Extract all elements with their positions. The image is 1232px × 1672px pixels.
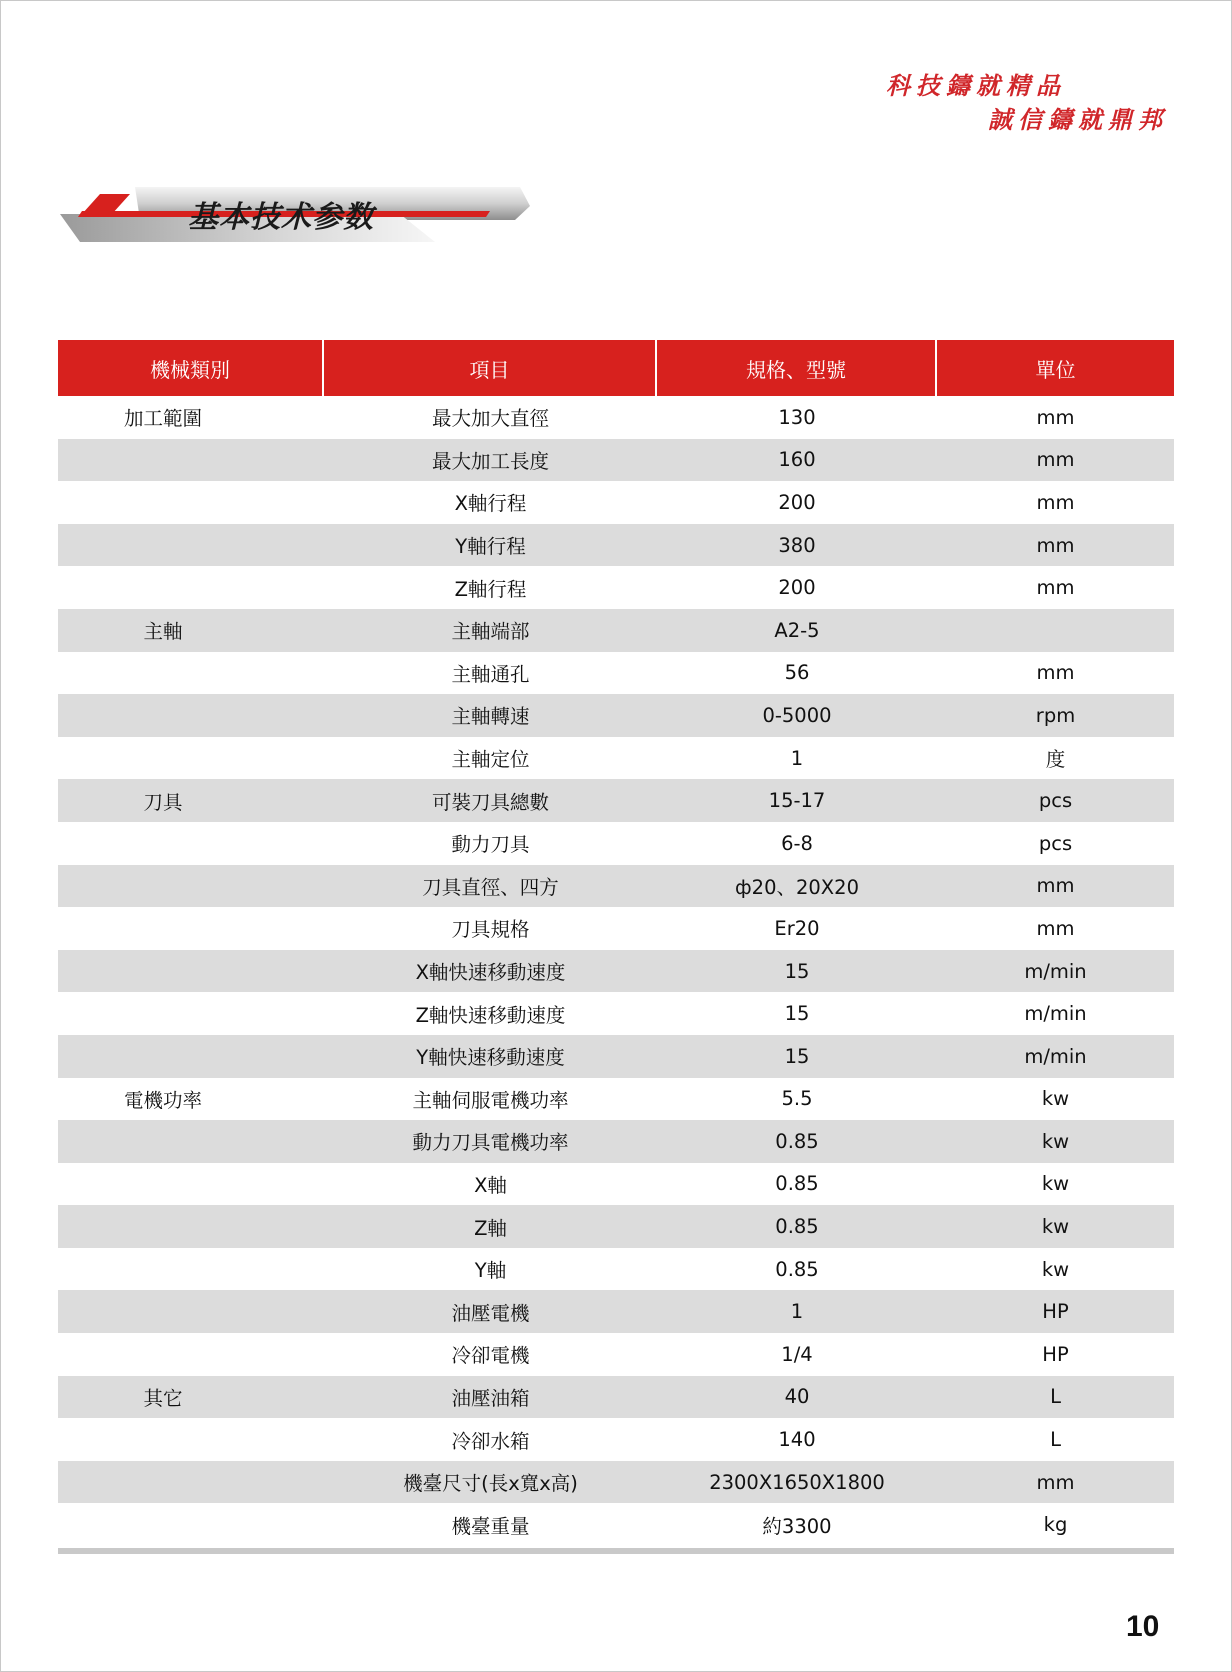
- row-item: 動力刀具電機功率: [412, 1131, 569, 1155]
- row-category: [58, 865, 324, 908]
- row-unit: mm: [1036, 490, 1075, 514]
- row-item: Y軸快速移動速度: [416, 1046, 565, 1070]
- row-spec: 1: [790, 746, 804, 770]
- page-number: 10: [1126, 1610, 1160, 1643]
- row-category: [58, 1078, 324, 1121]
- table-row: [58, 737, 1174, 780]
- slogan-line-2: 誠信鑄就鼎邦: [988, 105, 1168, 134]
- row-category: [58, 1248, 324, 1291]
- row-unit: m/min: [1024, 959, 1087, 983]
- row-unit: mm: [1036, 874, 1075, 898]
- row-unit: kw: [1041, 1129, 1070, 1153]
- table-row: [58, 822, 1174, 865]
- row-item: 最大加工長度: [431, 449, 549, 473]
- row-category: [58, 1290, 324, 1333]
- table-row: [58, 865, 1174, 908]
- row-unit: HP: [1042, 1300, 1069, 1324]
- table-row: [58, 950, 1174, 993]
- table-row: [58, 1078, 1174, 1121]
- row-unit: mm: [1036, 916, 1075, 940]
- row-item: 動力刀具: [451, 833, 530, 857]
- table-row: [58, 1290, 1174, 1333]
- category-label: 刀具: [143, 790, 183, 814]
- row-spec: 0.85: [775, 1215, 819, 1239]
- row-category: [58, 694, 324, 737]
- row-category: [58, 822, 324, 865]
- row-spec: 15-17: [768, 789, 826, 813]
- row-spec: A2-5: [774, 618, 820, 642]
- row-item: 主軸轉速: [451, 705, 530, 729]
- row-unit: 度: [1045, 748, 1066, 772]
- header-unit: 單位: [1035, 357, 1076, 382]
- category-label: 主軸: [143, 620, 183, 644]
- table-row: [58, 1205, 1174, 1248]
- row-spec: 160: [778, 448, 816, 472]
- row-spec: 130: [778, 405, 816, 429]
- row-unit: L: [1050, 1428, 1061, 1452]
- table-row: [58, 1035, 1174, 1078]
- row-item: 可裝刀具總數: [431, 790, 549, 814]
- spec-table: [58, 340, 1174, 1554]
- row-category: [58, 1461, 324, 1504]
- row-unit: mm: [1036, 405, 1075, 429]
- row-spec: 1/4: [781, 1342, 813, 1366]
- table-row: [58, 992, 1174, 1035]
- row-unit: mm: [1036, 661, 1075, 685]
- table-body: [58, 396, 1174, 1546]
- table-bottom-rule: [58, 1548, 1174, 1554]
- row-item: Z軸: [474, 1216, 507, 1240]
- row-item: Z軸行程: [454, 577, 527, 601]
- row-spec: ф20、20X20: [735, 875, 859, 899]
- row-item: 主軸通孔: [451, 662, 530, 686]
- row-item: 油壓油箱: [451, 1386, 530, 1410]
- row-category: [58, 1205, 324, 1248]
- row-category: [58, 652, 324, 695]
- row-item: 油壓電機: [451, 1301, 530, 1325]
- row-spec: 200: [778, 490, 816, 514]
- table-row: [58, 524, 1174, 567]
- table-row: [58, 1461, 1174, 1504]
- table-header: [58, 340, 1174, 396]
- row-spec: 0.85: [775, 1172, 819, 1196]
- row-category: [58, 1163, 324, 1206]
- row-spec: 0.85: [775, 1257, 819, 1281]
- table-row: [58, 1248, 1174, 1291]
- row-unit: m/min: [1024, 1002, 1087, 1026]
- table-row: [58, 1163, 1174, 1206]
- row-spec: 6-8: [781, 831, 813, 855]
- row-unit: [937, 609, 1174, 652]
- row-category: [58, 1120, 324, 1163]
- row-item: X軸: [474, 1173, 507, 1197]
- header-spec: 規格、型號: [657, 340, 937, 396]
- row-category: [58, 524, 324, 567]
- row-spec: 2300X1650X1800: [709, 1470, 885, 1494]
- row-unit: mm: [1036, 1470, 1075, 1494]
- table-row: [58, 1503, 1174, 1546]
- table-row: [58, 566, 1174, 609]
- table-row: [58, 694, 1174, 737]
- row-item: X軸行程: [454, 492, 527, 516]
- row-category: [58, 737, 324, 780]
- row-category: [58, 992, 324, 1035]
- row-unit: kg: [1043, 1513, 1068, 1537]
- category-label: 加工範圍: [123, 407, 202, 431]
- table-row: [58, 1376, 1174, 1419]
- row-item: 冷卻電機: [451, 1344, 530, 1368]
- row-category: [58, 396, 324, 439]
- row-unit: pcs: [1038, 831, 1073, 855]
- row-category: [58, 481, 324, 524]
- row-spec: Er20: [774, 916, 820, 940]
- row-spec: 380: [778, 533, 816, 557]
- row-unit: rpm: [1035, 703, 1076, 727]
- row-item: 機臺尺寸(長x寬x高): [403, 1472, 578, 1496]
- table-row: [58, 396, 1174, 439]
- table-row: [58, 1120, 1174, 1163]
- row-item: 機臺重量: [451, 1514, 530, 1538]
- row-unit: mm: [1036, 576, 1075, 600]
- row-category: [58, 609, 324, 652]
- row-item: 最大加大直徑: [431, 407, 549, 431]
- row-category: [58, 439, 324, 482]
- row-unit: pcs: [1038, 789, 1073, 813]
- header-category: 機械類別: [58, 340, 324, 396]
- row-unit: kw: [1041, 1172, 1070, 1196]
- table-row: [58, 779, 1174, 822]
- banner-title: 基本技术参数: [188, 200, 374, 235]
- row-unit: L: [1050, 1385, 1061, 1409]
- row-spec: 40: [784, 1385, 810, 1409]
- row-spec: 0-5000: [762, 703, 832, 727]
- row-category: [58, 950, 324, 993]
- row-spec: 約3300: [762, 1514, 832, 1538]
- row-unit: m/min: [1024, 1044, 1087, 1068]
- row-spec: 0.85: [775, 1129, 819, 1153]
- row-spec: 15: [784, 959, 810, 983]
- row-category: [58, 1333, 324, 1376]
- table-row: [58, 907, 1174, 950]
- row-unit: kw: [1041, 1215, 1070, 1239]
- row-item: 主軸伺服電機功率: [412, 1088, 569, 1112]
- slogan-line-1: 科技鑄就精品: [886, 71, 1066, 100]
- row-spec: 1: [790, 1300, 804, 1324]
- row-unit: kw: [1041, 1257, 1070, 1281]
- table-row: [58, 1333, 1174, 1376]
- row-unit: mm: [1036, 533, 1075, 557]
- row-spec: 15: [784, 1044, 810, 1068]
- row-spec: 200: [778, 576, 816, 600]
- row-category: [58, 1418, 324, 1461]
- row-item: 主軸定位: [451, 748, 530, 772]
- row-category: [58, 1376, 324, 1419]
- table-row: [58, 481, 1174, 524]
- row-category: [58, 1035, 324, 1078]
- row-item: X軸快速移動速度: [415, 961, 566, 985]
- row-item: 刀具直徑、四方: [422, 875, 559, 899]
- row-category: [58, 907, 324, 950]
- row-spec: 5.5: [781, 1087, 813, 1111]
- table-row: [58, 609, 1174, 652]
- row-item: 主軸端部: [451, 620, 530, 644]
- row-spec: 140: [778, 1428, 816, 1452]
- category-label: 其它: [143, 1386, 183, 1410]
- table-row: [58, 652, 1174, 695]
- category-label: 電機功率: [123, 1088, 202, 1112]
- row-item: 刀具規格: [451, 918, 530, 942]
- row-category: [58, 779, 324, 822]
- section-banner: [60, 184, 530, 244]
- row-item: Y軸行程: [455, 535, 526, 559]
- row-item: 冷卻水箱: [451, 1429, 530, 1453]
- row-unit: mm: [1036, 448, 1075, 472]
- table-row: [58, 439, 1174, 482]
- row-unit: kw: [1041, 1087, 1070, 1111]
- table-row: [58, 1418, 1174, 1461]
- row-spec: 56: [784, 661, 810, 685]
- row-spec: 15: [784, 1002, 810, 1026]
- row-item: Z軸快速移動速度: [415, 1003, 566, 1027]
- header-item: 項目: [324, 340, 657, 396]
- row-unit: HP: [1042, 1342, 1069, 1366]
- row-item: Y軸: [474, 1259, 507, 1283]
- row-category: [58, 1503, 324, 1546]
- row-category: [58, 566, 324, 609]
